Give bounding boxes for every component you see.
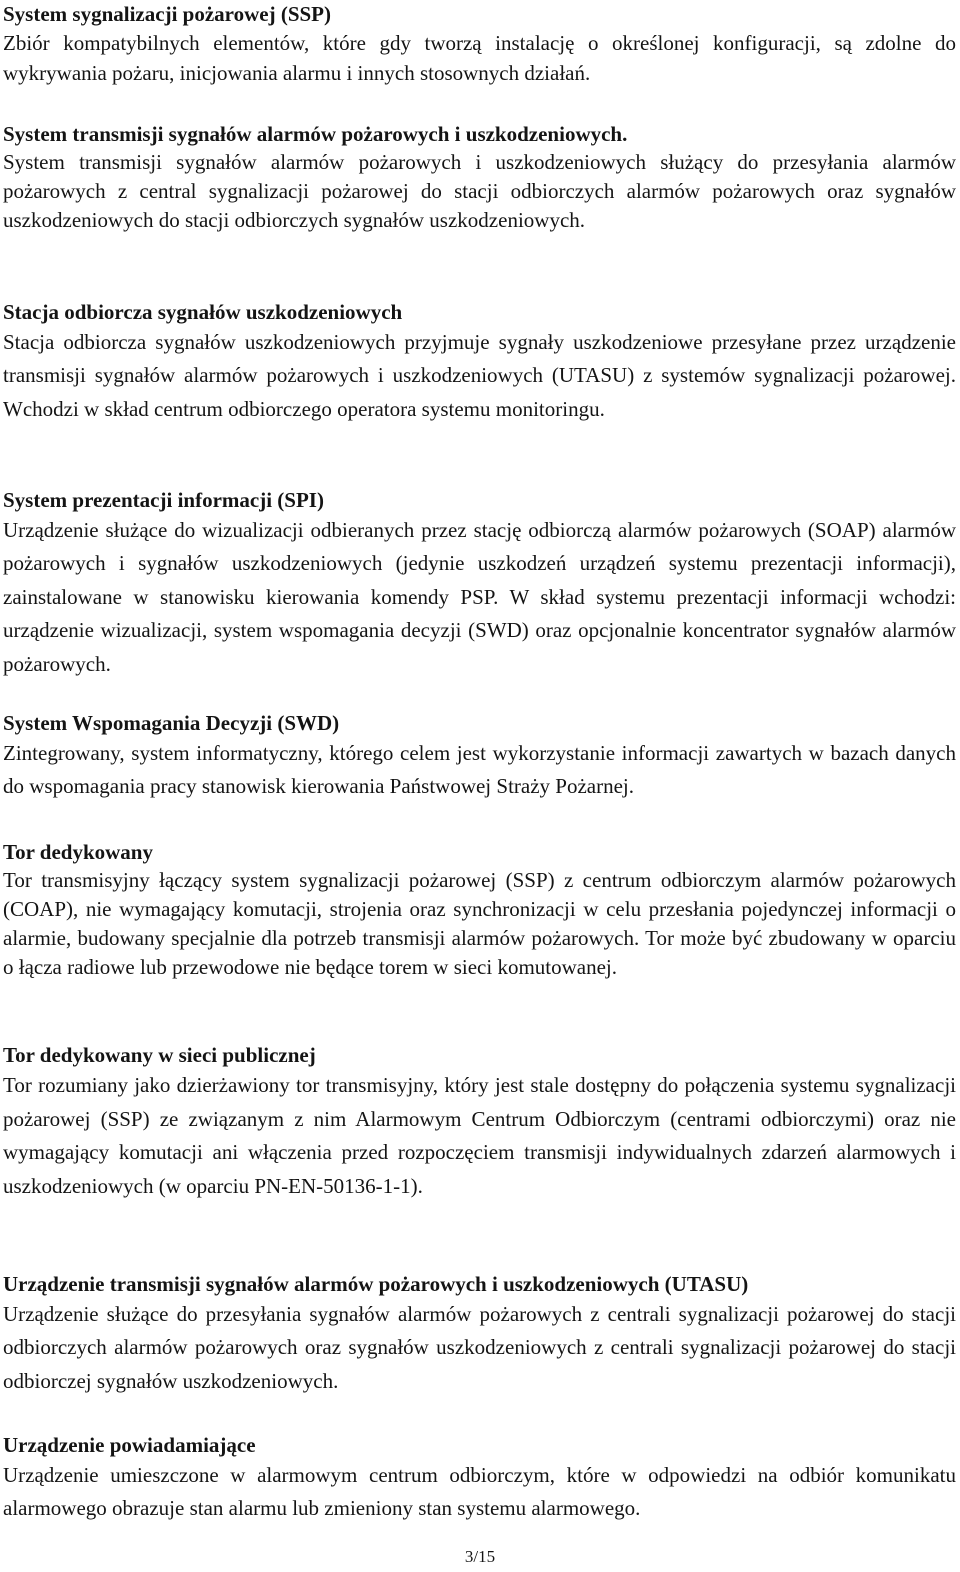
term-heading: System Wspomagania Decyzji (SWD): [3, 711, 340, 735]
term-heading: Tor dedykowany w sieci publicznej: [3, 1043, 316, 1067]
term-heading: System prezentacji informacji (SPI): [3, 488, 324, 512]
definition-dedicated-line-public-network: [3, 1041, 956, 1203]
definition-dedicated-line: [3, 838, 956, 982]
definition-transmission-system: [3, 120, 956, 235]
definition-text: Tor rozumiany jako dzierżawiony tor transmisyjny, który jest stale dostępny do połączenia systemu sygnalizacji pożarowej (SSP) ze związanym z nim Alarmowym Centrum Odbiorczym (centrami odbiorczymi) oraz nie wymagający komutacji ani włączenia przed rozpoczęciem transmisji indywidualnych zdarzeń alarmowych i uszkodzeniowych (w oparciu PN-EN-50136-1-1).: [3, 1073, 956, 1198]
definition-notification-device: [3, 1431, 956, 1526]
term-heading: Stacja odbiorcza sygnałów uszkodzeniowych: [3, 300, 403, 324]
definition-fault-receiving-station: [3, 298, 956, 426]
definition-text: Zintegrowany, system informatyczny, którego celem jest wykorzystanie informacji zawartych w bazach danych do wspomagania pracy stanowisk kierowania Państwowej Straży Pożarnej.: [3, 741, 956, 799]
definition-utasu: [3, 1270, 956, 1398]
definition-text: Stacja odbiorcza sygnałów uszkodzeniowych przyjmuje sygnały uszkodzeniowe przesyłane przez urządzenie transmisji sygnałów alarmów pożarowych i uszkodzeniowych (UTASU) z systemów sygnalizacji pożarowej. Wchodzi w skład centrum odbiorczego operatora systemu monitoringu.: [3, 330, 956, 421]
term-heading: Urządzenie transmisji sygnałów alarmów pożarowych i uszkodzeniowych (UTASU): [3, 1272, 749, 1296]
definition-text: System transmisji sygnałów alarmów pożarowych i uszkodzeniowych służący do przesyłania alarmów pożarowych z central sygnalizacji pożarowej do stacji odbiorczych alarmów pożarowych oraz sygnałów uszkodzeniowych do stacji odbiorczych sygnałów uszkodzeniowych.: [3, 150, 956, 232]
term-heading: System sygnalizacji pożarowej (SSP): [3, 2, 331, 26]
page-number: 3/15: [464, 1547, 496, 1566]
definition-spi: [3, 486, 956, 681]
definition-text: Urządzenie umieszczone w alarmowym centrum odbiorczym, które w odpowiedzi na odbiór komunikatu alarmowego obrazuje stan alarmu lub zmieniony stan systemu alarmowego.: [3, 1463, 956, 1521]
term-heading: Urządzenie powiadamiające: [3, 1433, 256, 1457]
term-heading: Tor dedykowany: [3, 840, 153, 864]
term-heading: System transmisji sygnałów alarmów pożarowych i uszkodzeniowych.: [3, 122, 628, 146]
definition-text: Zbiór kompatybilnych elementów, które gdy tworzą instalację o określonej konfiguracji, są zdolne do wykrywania pożaru, inicjowania alarmu i innych stosownych działań.: [3, 31, 956, 85]
definition-text: Urządzenie służące do wizualizacji odbieranych przez stację odbiorczą alarmów pożarowych (SOAP) alarmów pożarowych i sygnałów uszkodzeniowych (jedynie uszkodzeń urządzeń systemu prezentacji informacji), zainstalowane w stanowisku kierowania komendy PSP. W skład systemu prezentacji informacji wchodzi: urządzenie wizualizacji, system wspomagania decyzji (SWD) oraz opcjonalnie koncentrator sygnałów alarmów pożarowych.: [3, 518, 956, 676]
definition-ssp: [3, 0, 956, 88]
definition-text: Tor transmisyjny łączący system sygnalizacji pożarowej (SSP) z centrum odbiorczym alarmów pożarowych (COAP), nie wymagający komutacji, strojenia oraz synchronizacji w celu przesłania pojedynczej informacji o alarmie, budowany specjalnie dla potrzeb transmisji alarmów pożarowych. Tor może być zbudowany w oparciu o łącza radiowe lub przewodowe nie będące torem w sieci komutowanej.: [3, 868, 956, 979]
definition-text: Urządzenie służące do przesyłania sygnałów alarmów pożarowych z centrali sygnalizacji pożarowej do stacji odbiorczych alarmów pożarowych oraz sygnałów uszkodzeniowych z centrali sygnalizacji pożarowej do stacji odbiorczej sygnałów uszkodzeniowych.: [3, 1302, 956, 1393]
definition-swd: [3, 709, 956, 804]
